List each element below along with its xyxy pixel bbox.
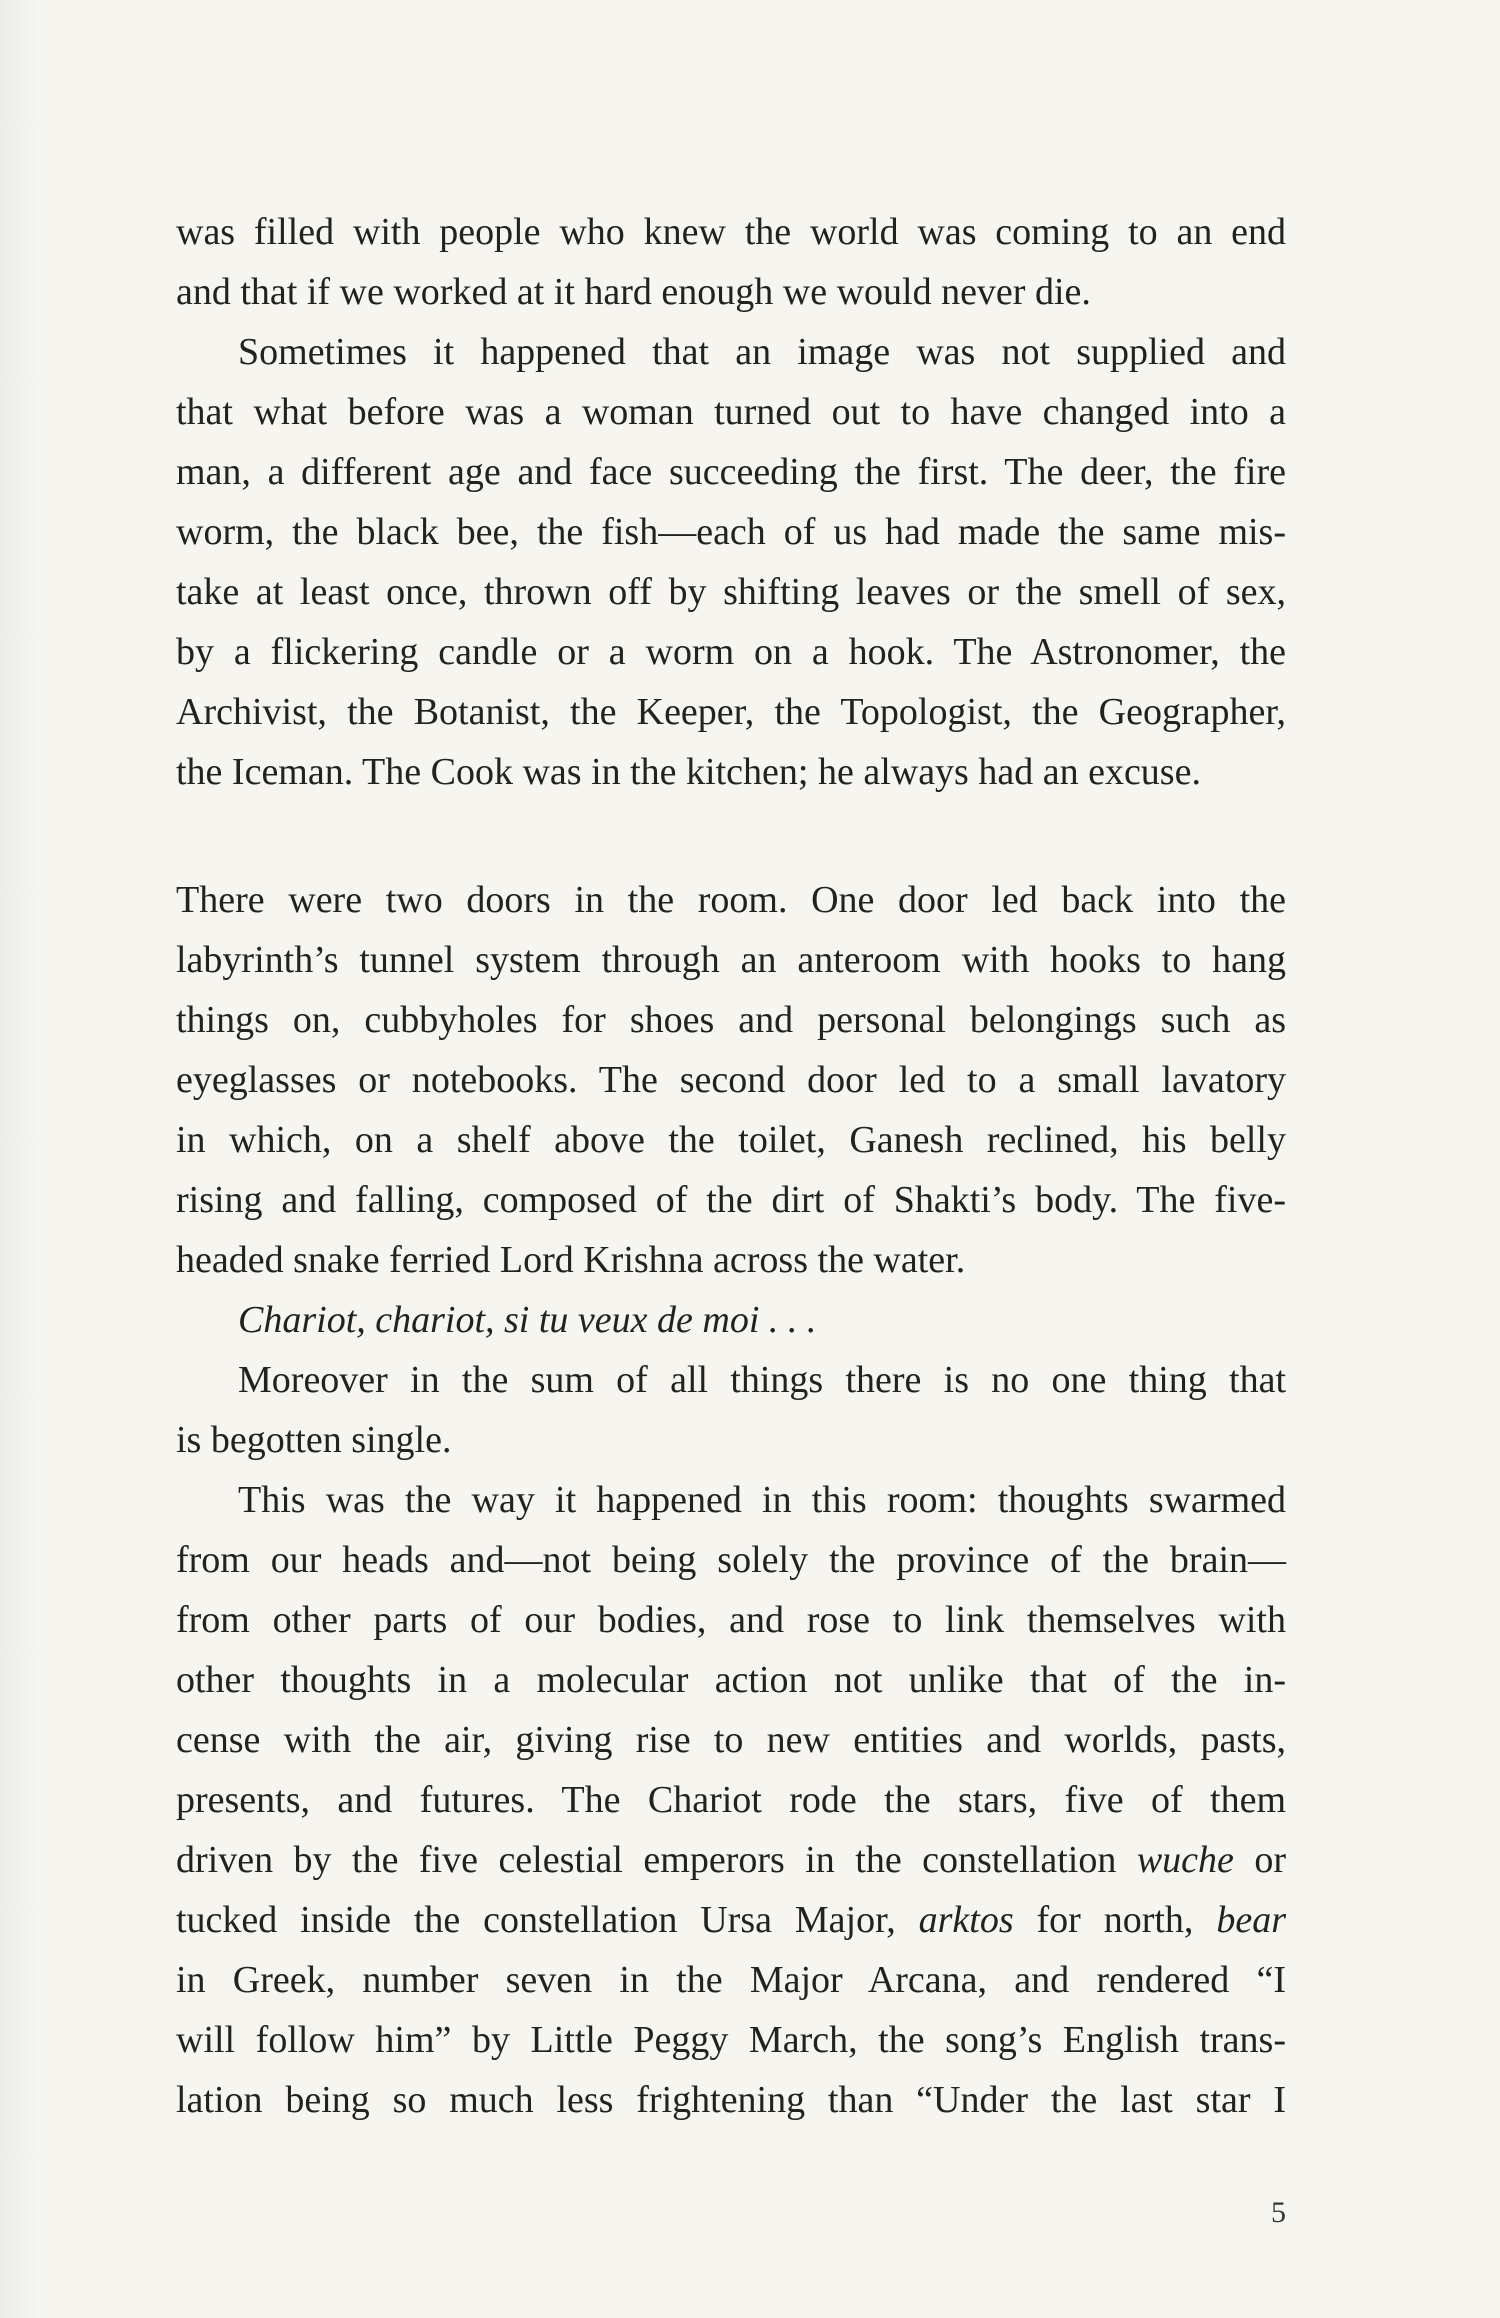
text-line: This was the way it happened in this room: thoughts swarmed: [238, 1479, 1286, 1521]
text-fragment: driven by the five celestial emperors in the constellation: [176, 1839, 1137, 1881]
text-line: Archivist, the Botanist, the Keeper, the Topologist, the Geographer,: [176, 691, 1286, 733]
italic-term: bear: [1216, 1899, 1286, 1941]
text-line: will follow him” by Little Peggy March, the song’s English trans-: [176, 2019, 1286, 2061]
text-line: take at least once, thrown off by shifting leaves or the smell of sex,: [176, 571, 1286, 613]
italic-term: arktos: [918, 1899, 1014, 1941]
text-line: in which, on a shelf above the toilet, Ganesh reclined, his belly: [176, 1119, 1286, 1161]
text-line: rising and falling, composed of the dirt of Shakti’s body. The five-: [176, 1179, 1286, 1221]
text-line: lation being so much less frightening than “Under the last star I: [176, 2079, 1286, 2121]
text-line: that what before was a woman turned out to have changed into a: [176, 391, 1286, 433]
text-fragment: or: [1233, 1839, 1287, 1881]
text-line: from other parts of our bodies, and rose to link themselves with: [176, 1599, 1286, 1641]
paragraph-section-1: [176, 202, 1286, 802]
text-line: the Iceman. The Cook was in the kitchen; he always had an excuse.: [176, 751, 1201, 793]
italic-term: wuche: [1136, 1839, 1234, 1881]
text-line: Moreover in the sum of all things there is no one thing that: [238, 1359, 1286, 1401]
text-line: headed snake ferried Lord Krishna across the water.: [176, 1239, 966, 1281]
text-line: man, a different age and face succeeding the first. The deer, the fire: [176, 451, 1286, 493]
text-line: is begotten single.: [176, 1419, 452, 1461]
text-line: by a flickering candle or a worm on a hook. The Astronomer, the: [176, 631, 1286, 673]
text-line: [176, 1890, 1286, 1950]
text-line: [176, 1830, 1286, 1890]
text-line: from our heads and—not being solely the province of the brain—: [176, 1539, 1286, 1581]
text-line: and that if we worked at it hard enough we would never die.: [176, 271, 1091, 313]
text-line: presents, and futures. The Chariot rode the stars, five of them: [176, 1779, 1286, 1821]
text-line: eyeglasses or notebooks. The second door led to a small lavatory: [176, 1059, 1286, 1101]
text-line: cense with the air, giving rise to new entities and worlds, pasts,: [176, 1719, 1286, 1761]
paragraph-section-2: [176, 870, 1286, 2130]
text-fragment: tucked inside the constellation Ursa Major,: [176, 1899, 919, 1941]
text-line: labyrinth’s tunnel system through an anteroom with hooks to hang: [176, 939, 1286, 981]
text-line: Sometimes it happened that an image was not supplied and: [238, 331, 1286, 373]
page-number: 5: [1271, 2196, 1286, 2229]
text-line: worm, the black bee, the fish—each of us had made the same mis-: [176, 511, 1286, 553]
italic-quote-line: Chariot, chariot, si tu veux de moi . . .: [238, 1299, 817, 1341]
text-line: other thoughts in a molecular action not unlike that of the in-: [176, 1659, 1286, 1701]
text-line: was filled with people who knew the world was coming to an end: [176, 211, 1286, 253]
text-line: things on, cubbyholes for shoes and personal belongings such as: [176, 999, 1286, 1041]
text-fragment: for north,: [1013, 1899, 1217, 1941]
text-line: There were two doors in the room. One door led back into the: [176, 879, 1286, 921]
text-line: in Greek, number seven in the Major Arcana, and rendered “I: [176, 1959, 1286, 2001]
